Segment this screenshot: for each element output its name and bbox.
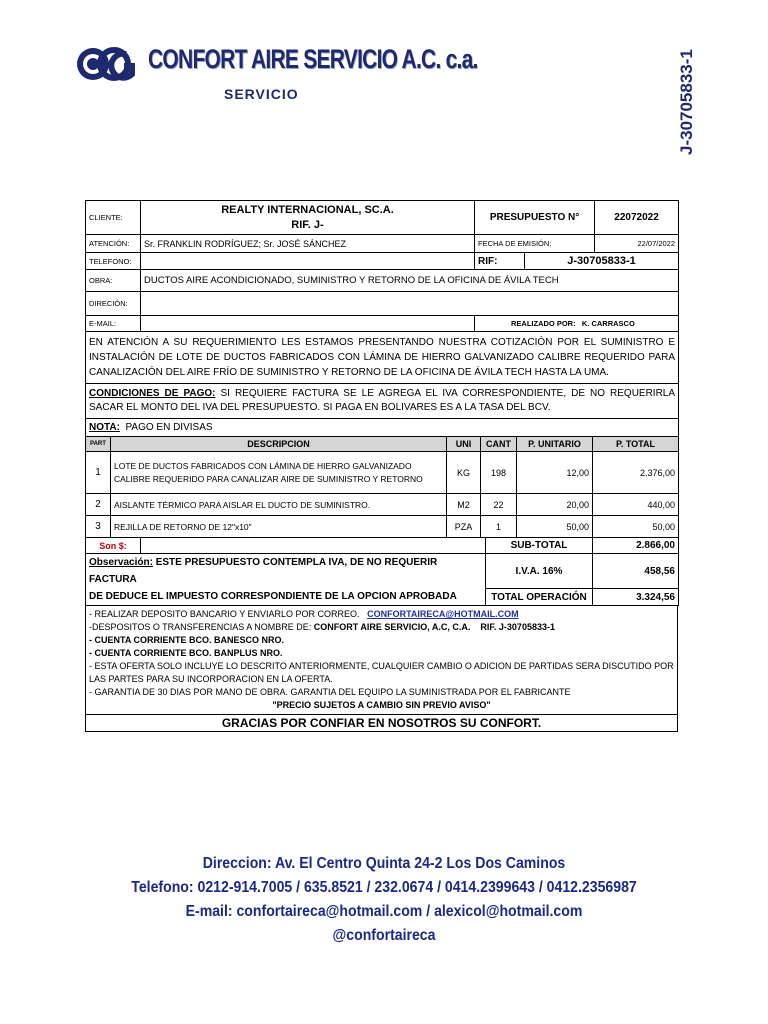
- son-value: [141, 538, 486, 554]
- row-part: 1: [86, 452, 111, 494]
- row-total: 440,00: [593, 494, 679, 516]
- row-cant: 198: [481, 452, 517, 494]
- table-row: [86, 452, 679, 494]
- terms-company: CONFORT AIRE SERVICIO, A.C, C.A.: [311, 622, 471, 632]
- footer-address: Direccion: Av. El Centro Quinta 24-2 Los Dos Caminos: [202, 855, 566, 872]
- presupuesto-number: 22072022: [595, 201, 679, 235]
- terms-line-5: - ESTA OFERTA SOLO INCLUYE LO DESCRITO ANTERIORMENTE, CUALQUIER CAMBIO O ADICION DE PARTIDAS SERA DISCUTIDO POR LAS PARTES PARA SU INCORPORACION EN LA OFERTA.: [89, 661, 674, 684]
- terms-line-7: "PRECIO SUJETOS A CAMBIO SIN PREVIO AVISO": [272, 700, 491, 710]
- items-header-row: [86, 437, 679, 452]
- conditions-label: CONDICIONES DE PAGO:: [89, 388, 216, 399]
- telefono-value: [141, 253, 475, 270]
- row-cant: 22: [481, 494, 517, 516]
- nota-text: PAGO EN DIVISAS: [125, 422, 213, 433]
- terms-rif: RIF. J-30705833-1: [480, 622, 555, 632]
- footer-phones: Telefono: 0212-914.7005 / 635.8521 / 232.0674 / 0414.2399643 / 0412.2356987: [131, 879, 637, 896]
- row-unit-price: 12,00: [517, 452, 593, 494]
- row-uni: PZA: [447, 516, 481, 538]
- terms-transfer: -DESPOSITOS O TRANSFERENCIAS A NOMBRE DE:: [89, 622, 312, 632]
- company-subtitle: SERVICIO: [224, 86, 299, 102]
- col-uni: UNI: [447, 437, 481, 452]
- cliente-cell: [141, 201, 475, 235]
- telefono-label: TELEFONO:: [86, 253, 141, 270]
- thanks-text: GRACIAS POR CONFIAR EN NOSOTROS SU CONFORT.: [86, 715, 678, 732]
- row-cant: 1: [481, 516, 517, 538]
- observacion-cell: [86, 554, 486, 606]
- subtotal-value: 2.866,00: [593, 538, 679, 554]
- total-value: 3.324,56: [593, 589, 679, 606]
- side-rif-text: J-30705833-1: [677, 49, 696, 155]
- col-total: P. TOTAL: [593, 437, 679, 452]
- atencion-label: ATENCIÓN:: [86, 235, 141, 253]
- fecha-value: 22/07/2022: [595, 235, 679, 253]
- footer-contact: [0, 852, 768, 948]
- realizado-label: REALIZADO POR:: [511, 319, 576, 328]
- subtotal-label: SUB-TOTAL: [486, 538, 593, 554]
- conditions-cell: [86, 384, 679, 419]
- rif-label: RIF:: [475, 253, 525, 270]
- terms-deposit: - REALIZAR DEPOSITO BANCARIO Y ENVIARLO POR CORREO.: [89, 609, 360, 619]
- conditions-text: SI REQUIERE FACTURA SE LE AGREGA EL IVA CORRESPONDIENTE, DE NO REQUERIRLA SACAR EL MONTO DEL IVA DEL PRESUPUESTO. SI PAGA EN BOLIVARES ES A LA TASA DEL BCV.: [89, 388, 676, 413]
- row-uni: KG: [447, 452, 481, 494]
- realizado-cell: [475, 316, 679, 332]
- row-total: 50,00: [593, 516, 679, 538]
- footer-email: E-mail: confortaireca@hotmail.com / alexicol@hotmail.com: [185, 903, 583, 920]
- atencion-value: Sr. FRANKLIN RODRÍGUEZ; Sr. JOSÉ SÁNCHEZ: [141, 235, 475, 253]
- presupuesto-label: PRESUPUESTO N°: [475, 201, 595, 235]
- row-uni: M2: [447, 494, 481, 516]
- observacion-label: Observación:: [89, 557, 153, 568]
- rif-value: J-30705833-1: [525, 253, 679, 270]
- row-desc: LOTE DE DUCTOS FABRICADOS CON LÁMINA DE HIERRO GALVANIZADO CALIBRE REQUERIDO PARA CANALIZAR AIRE DE SUMINISTRO Y RETORNO: [111, 452, 447, 494]
- cliente-rif: RIF. J-: [291, 218, 324, 231]
- terms-line-3: - CUENTA CORRIENTE BCO. BANESCO NRO.: [89, 635, 285, 645]
- col-desc: DESCRIPCION: [111, 437, 447, 452]
- totals-table: [85, 537, 679, 606]
- table-row: [86, 516, 679, 538]
- direccion-value: [141, 292, 679, 316]
- col-unit-price: P. UNITARIO: [517, 437, 593, 452]
- row-part: 3: [86, 516, 111, 538]
- terms-line-2: [89, 621, 674, 634]
- obra-label: OBRA:: [86, 270, 141, 292]
- fecha-label: FECHA DE EMISIÓN:: [475, 235, 595, 253]
- col-part: PART: [86, 437, 111, 452]
- row-desc: REJILLA DE RETORNO DE 12"x10": [111, 516, 447, 538]
- terms-cell: [86, 606, 678, 715]
- col-cant: CANT: [481, 437, 517, 452]
- iva-label: I.V.A. 16%: [486, 554, 593, 589]
- realizado-value: K. CARRASCO: [581, 319, 635, 328]
- iva-value: 458,56: [593, 554, 679, 589]
- items-table: [85, 436, 679, 538]
- terms-line-6: - GARANTIA DE 30 DIAS POR MANO DE OBRA. GARANTIA DEL EQUIPO LA SUMINISTRADA POR EL FABRICANTE: [89, 687, 571, 697]
- row-total: 2.376,00: [593, 452, 679, 494]
- row-desc: AISLANTE TÉRMICO PARA AISLAR EL DUCTO DE SUMINISTRO.: [111, 494, 447, 516]
- row-unit-price: 50,00: [517, 516, 593, 538]
- row-unit-price: 20,00: [517, 494, 593, 516]
- cliente-name: REALTY INTERNACIONAL, SC.A.: [221, 203, 394, 216]
- total-label: TOTAL OPERACIÓN: [486, 589, 593, 606]
- intro-text: EN ATENCIÓN A SU REQUERIMIENTO LES ESTAMOS PRESENTANDO NUESTRA COTIZACIÓN POR EL SUMINISTRO E INSTALACIÓN DE LOTE DE DUCTOS FABRICADOS CON LÁMINA DE HIERRO GALVANIZADO CALIBRE REQUERIDO PARA CANALIZACIÓN DEL AIRE FRÍO DE SUMINISTRO Y RETORNO DE LA OFICINA DE ÁVILA TECH HASTA LA UMA.: [86, 332, 679, 384]
- nota-cell: [86, 419, 679, 437]
- email-value: [141, 316, 475, 332]
- email-label: E-MAIL:: [86, 316, 141, 332]
- son-label: Son $:: [86, 538, 141, 554]
- terms-line-1: [89, 608, 674, 621]
- row-part: 2: [86, 494, 111, 516]
- logo-emblem-icon: [76, 42, 146, 86]
- table-row: [86, 494, 679, 516]
- info-table: [85, 200, 679, 437]
- company-logo: [76, 38, 478, 108]
- footer-social: @confortaireca: [332, 927, 436, 944]
- company-name: CONFORT AIRE SERVICIO A.C. c.a.: [148, 44, 478, 74]
- observacion-text-2: DE DEDUCE EL IMPUESTO CORRESPONDIENTE DE LA OPCION APROBADA: [89, 591, 457, 602]
- direccion-label: DIRECIÓN:: [86, 292, 141, 316]
- terms-table: [85, 605, 678, 732]
- quote-document: [85, 200, 678, 732]
- cliente-label: CLIENTE:: [86, 201, 141, 235]
- terms-line-4: - CUENTA CORRIENTE BCO. BANPLUS NRO.: [89, 648, 283, 658]
- terms-email-link[interactable]: CONFORTAIRECA@HOTMAIL.COM: [367, 609, 519, 619]
- obra-value: DUCTOS AIRE ACONDICIONADO, SUMINISTRO Y RETORNO DE LA OFICINA DE ÁVILA TECH: [141, 270, 679, 292]
- observacion-text-1: ESTE PRESUPUESTO CONTEMPLA IVA, DE NO REQUERIR FACTURA: [89, 557, 438, 585]
- nota-label: NOTA:: [89, 422, 120, 433]
